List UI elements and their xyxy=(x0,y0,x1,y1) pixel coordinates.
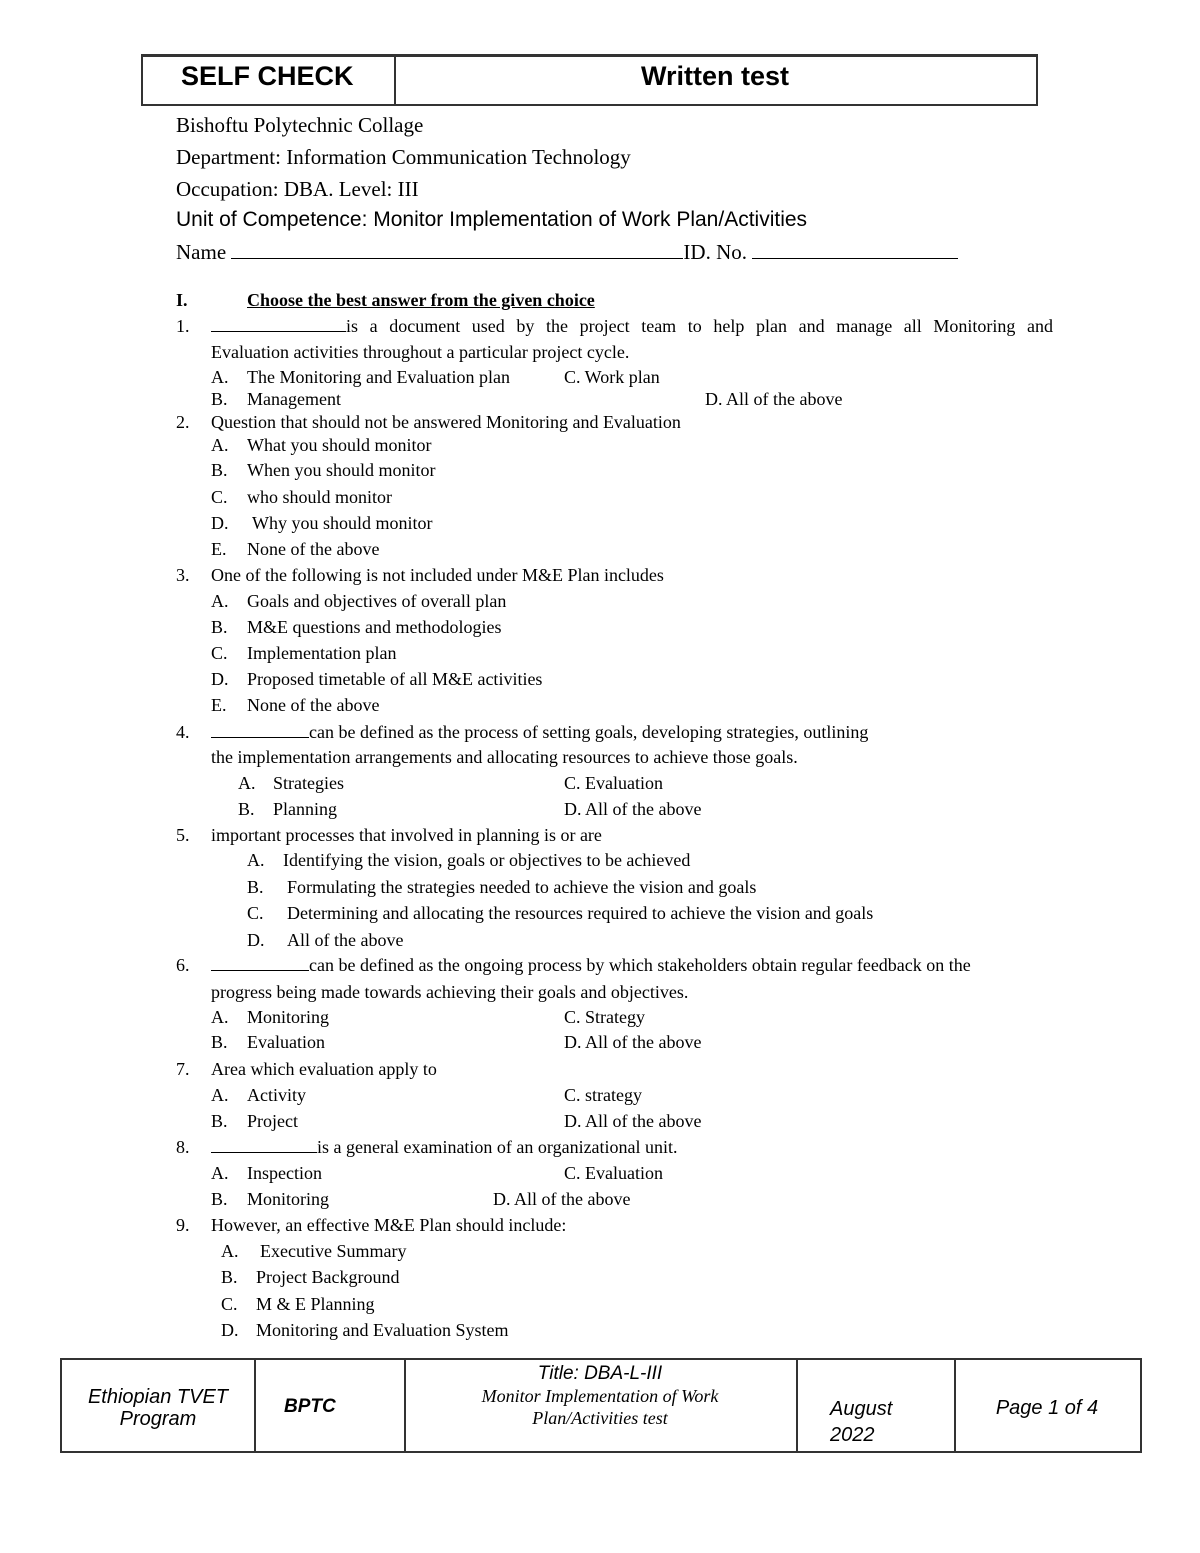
self-check-label: SELF CHECK xyxy=(181,61,354,91)
q5-option-letter: D. xyxy=(247,930,265,950)
college-name: Bishoftu Polytechnic Collage xyxy=(176,113,424,137)
written-test-label: Written test xyxy=(641,61,790,91)
q9-option-letter: A. xyxy=(221,1241,239,1261)
q4-blank xyxy=(211,723,309,738)
q7-option-a: Activity xyxy=(247,1085,306,1105)
q8-option-a-letter: A. xyxy=(211,1163,229,1183)
q5-number: 5. xyxy=(176,825,190,845)
q9-option: Executive Summary xyxy=(260,1241,407,1261)
q3-option: None of the above xyxy=(247,695,380,715)
q1-option-a-letter: A. xyxy=(211,367,229,387)
footer-program-line1: Ethiopian TVET xyxy=(87,1386,229,1408)
footer-title xyxy=(404,1363,796,1429)
name-label: Name xyxy=(176,240,227,264)
q4-number: 4. xyxy=(176,722,190,742)
q3-number: 3. xyxy=(176,565,190,585)
q2-option-letter: E. xyxy=(211,539,227,559)
footer-page-number: Page 1 of 4 xyxy=(995,1397,1099,1419)
q4-option-a-letter: A. xyxy=(238,773,256,793)
q9-option-letter: B. xyxy=(221,1267,238,1287)
q3-option-letter: B. xyxy=(211,617,228,637)
q8-option-c: C. Evaluation xyxy=(564,1163,663,1183)
q1-option-d: D. All of the above xyxy=(705,389,843,409)
footer-divider xyxy=(796,1360,798,1451)
q6-blank xyxy=(211,956,309,971)
q9-option-letter: C. xyxy=(221,1294,238,1314)
q6-option-a-letter: A. xyxy=(211,1007,229,1027)
q4-option-d: D. All of the above xyxy=(564,799,702,819)
id-label: ID. No. xyxy=(683,240,747,264)
unit-line: Unit of Competence: Monitor Implementation of Work Plan/Activities xyxy=(176,208,808,231)
q3-option: Proposed timetable of all M&E activities xyxy=(247,669,543,689)
footer-title-line2: Monitor Implementation of Work xyxy=(481,1386,719,1406)
q5-option-letter: A. xyxy=(247,850,265,870)
q6-option-c: C. Strategy xyxy=(564,1007,645,1027)
q9-number: 9. xyxy=(176,1215,190,1235)
department-line: Department: Information Communication Technology xyxy=(176,145,631,169)
name-id-line xyxy=(176,240,958,265)
q7-option-b: Project xyxy=(247,1111,298,1131)
q5-option-letter: B. xyxy=(247,877,264,897)
q4-option-a: Strategies xyxy=(273,773,344,793)
q4-text: can be defined as the process of setting goals, developing strategies, outlining xyxy=(211,722,868,743)
q2-number: 2. xyxy=(176,412,190,432)
q5-option: Determining and allocating the resources required to achieve the vision and goals xyxy=(287,903,874,923)
q2-option: When you should monitor xyxy=(247,460,436,480)
q7-text: Area which evaluation apply to xyxy=(211,1059,437,1079)
q1-option-b-letter: B. xyxy=(211,389,228,409)
q6-option-a: Monitoring xyxy=(247,1007,330,1027)
q2-option-letter: A. xyxy=(211,435,229,455)
footer-org: BPTC xyxy=(284,1396,336,1417)
q7-option-b-letter: B. xyxy=(211,1111,228,1131)
q6-option-b: Evaluation xyxy=(247,1032,325,1052)
q9-text: However, an effective M&E Plan should include: xyxy=(211,1215,567,1235)
q8-option-a: Inspection xyxy=(247,1163,322,1183)
q8-option-b: Monitoring xyxy=(247,1189,330,1209)
q7-option-c: C. strategy xyxy=(564,1085,642,1105)
q4-option-b-letter: B. xyxy=(238,799,255,819)
footer-date xyxy=(830,1396,892,1448)
q9-option: Monitoring and Evaluation System xyxy=(256,1320,509,1340)
q3-option-letter: C. xyxy=(211,643,228,663)
q9-option: Project Background xyxy=(256,1267,400,1287)
q7-option-a-letter: A. xyxy=(211,1085,229,1105)
q2-option-letter: D. xyxy=(211,513,229,533)
q6-text-cont: progress being made towards achieving their goals and objectives. xyxy=(211,982,689,1002)
q9-option: M & E Planning xyxy=(256,1294,375,1314)
footer-title-line1: Title: DBA-L-III xyxy=(537,1363,663,1384)
footer-date-line2: 2022 xyxy=(830,1424,875,1446)
name-field[interactable] xyxy=(231,244,683,259)
q1-option-b: Management xyxy=(247,389,341,409)
q3-option-letter: E. xyxy=(211,695,227,715)
footer-divider xyxy=(254,1360,256,1451)
q3-option-letter: D. xyxy=(211,669,229,689)
footer-title-line3: Plan/Activities test xyxy=(532,1408,668,1428)
footer-date-line1: August xyxy=(830,1398,893,1420)
q1-text-cont: Evaluation activities throughout a particular project cycle. xyxy=(211,342,630,362)
q6-number: 6. xyxy=(176,955,190,975)
q9-option-letter: D. xyxy=(221,1320,239,1340)
q3-option: M&E questions and methodologies xyxy=(247,617,502,637)
q4-option-b: Planning xyxy=(273,799,338,819)
q1-option-a: The Monitoring and Evaluation plan xyxy=(247,367,510,387)
q5-option: Identifying the vision, goals or objectives to be achieved xyxy=(283,850,691,870)
q3-text: One of the following is not included under M&E Plan includes xyxy=(211,565,664,585)
q8-number: 8. xyxy=(176,1137,190,1157)
q2-option: who should monitor xyxy=(247,487,393,507)
q2-option: What you should monitor xyxy=(247,435,432,455)
q3-option: Goals and objectives of overall plan xyxy=(247,591,507,611)
footer-program xyxy=(62,1386,254,1430)
q1-text: is a document used by the project team to help plan and manage all Monitoring and xyxy=(211,316,1053,337)
q4-text-cont: the implementation arrangements and allocating resources to achieve those goals. xyxy=(211,747,798,767)
q8-blank xyxy=(211,1138,317,1153)
q7-option-d: D. All of the above xyxy=(564,1111,702,1131)
q8-text: is a general examination of an organizational unit. xyxy=(211,1137,678,1158)
q3-option-letter: A. xyxy=(211,591,229,611)
q6-text: can be defined as the ongoing process by which stakeholders obtain regular feedback on the xyxy=(211,955,971,976)
q2-option: None of the above xyxy=(247,539,380,559)
q6-option-d: D. All of the above xyxy=(564,1032,702,1052)
id-field[interactable] xyxy=(752,244,958,259)
q1-number: 1. xyxy=(176,316,190,336)
occupation-line: Occupation: DBA. Level: III xyxy=(176,177,419,201)
q4-option-c: C. Evaluation xyxy=(564,773,663,793)
q2-text: Question that should not be answered Monitoring and Evaluation xyxy=(211,412,681,432)
q7-number: 7. xyxy=(176,1059,190,1079)
q5-text: important processes that involved in planning is or are xyxy=(211,825,602,845)
footer-table xyxy=(60,1358,1142,1453)
section-title: Choose the best answer from the given choice xyxy=(247,290,595,310)
q3-option: Implementation plan xyxy=(247,643,397,663)
q6-option-b-letter: B. xyxy=(211,1032,228,1052)
q5-option: All of the above xyxy=(287,930,404,950)
q8-option-d: D. All of the above xyxy=(493,1189,631,1209)
footer-program-line2: Program xyxy=(119,1408,197,1430)
q1-option-c: C. Work plan xyxy=(564,367,660,387)
q2-option-letter: C. xyxy=(211,487,228,507)
q2-option-letter: B. xyxy=(211,460,228,480)
header-divider xyxy=(394,57,396,104)
q1-blank xyxy=(211,317,346,332)
q8-option-b-letter: B. xyxy=(211,1189,228,1209)
q5-option: Formulating the strategies needed to achieve the vision and goals xyxy=(287,877,757,897)
self-check-header xyxy=(141,54,1038,106)
q2-option: Why you should monitor xyxy=(252,513,433,533)
q5-option-letter: C. xyxy=(247,903,264,923)
section-number: I. xyxy=(176,290,188,310)
